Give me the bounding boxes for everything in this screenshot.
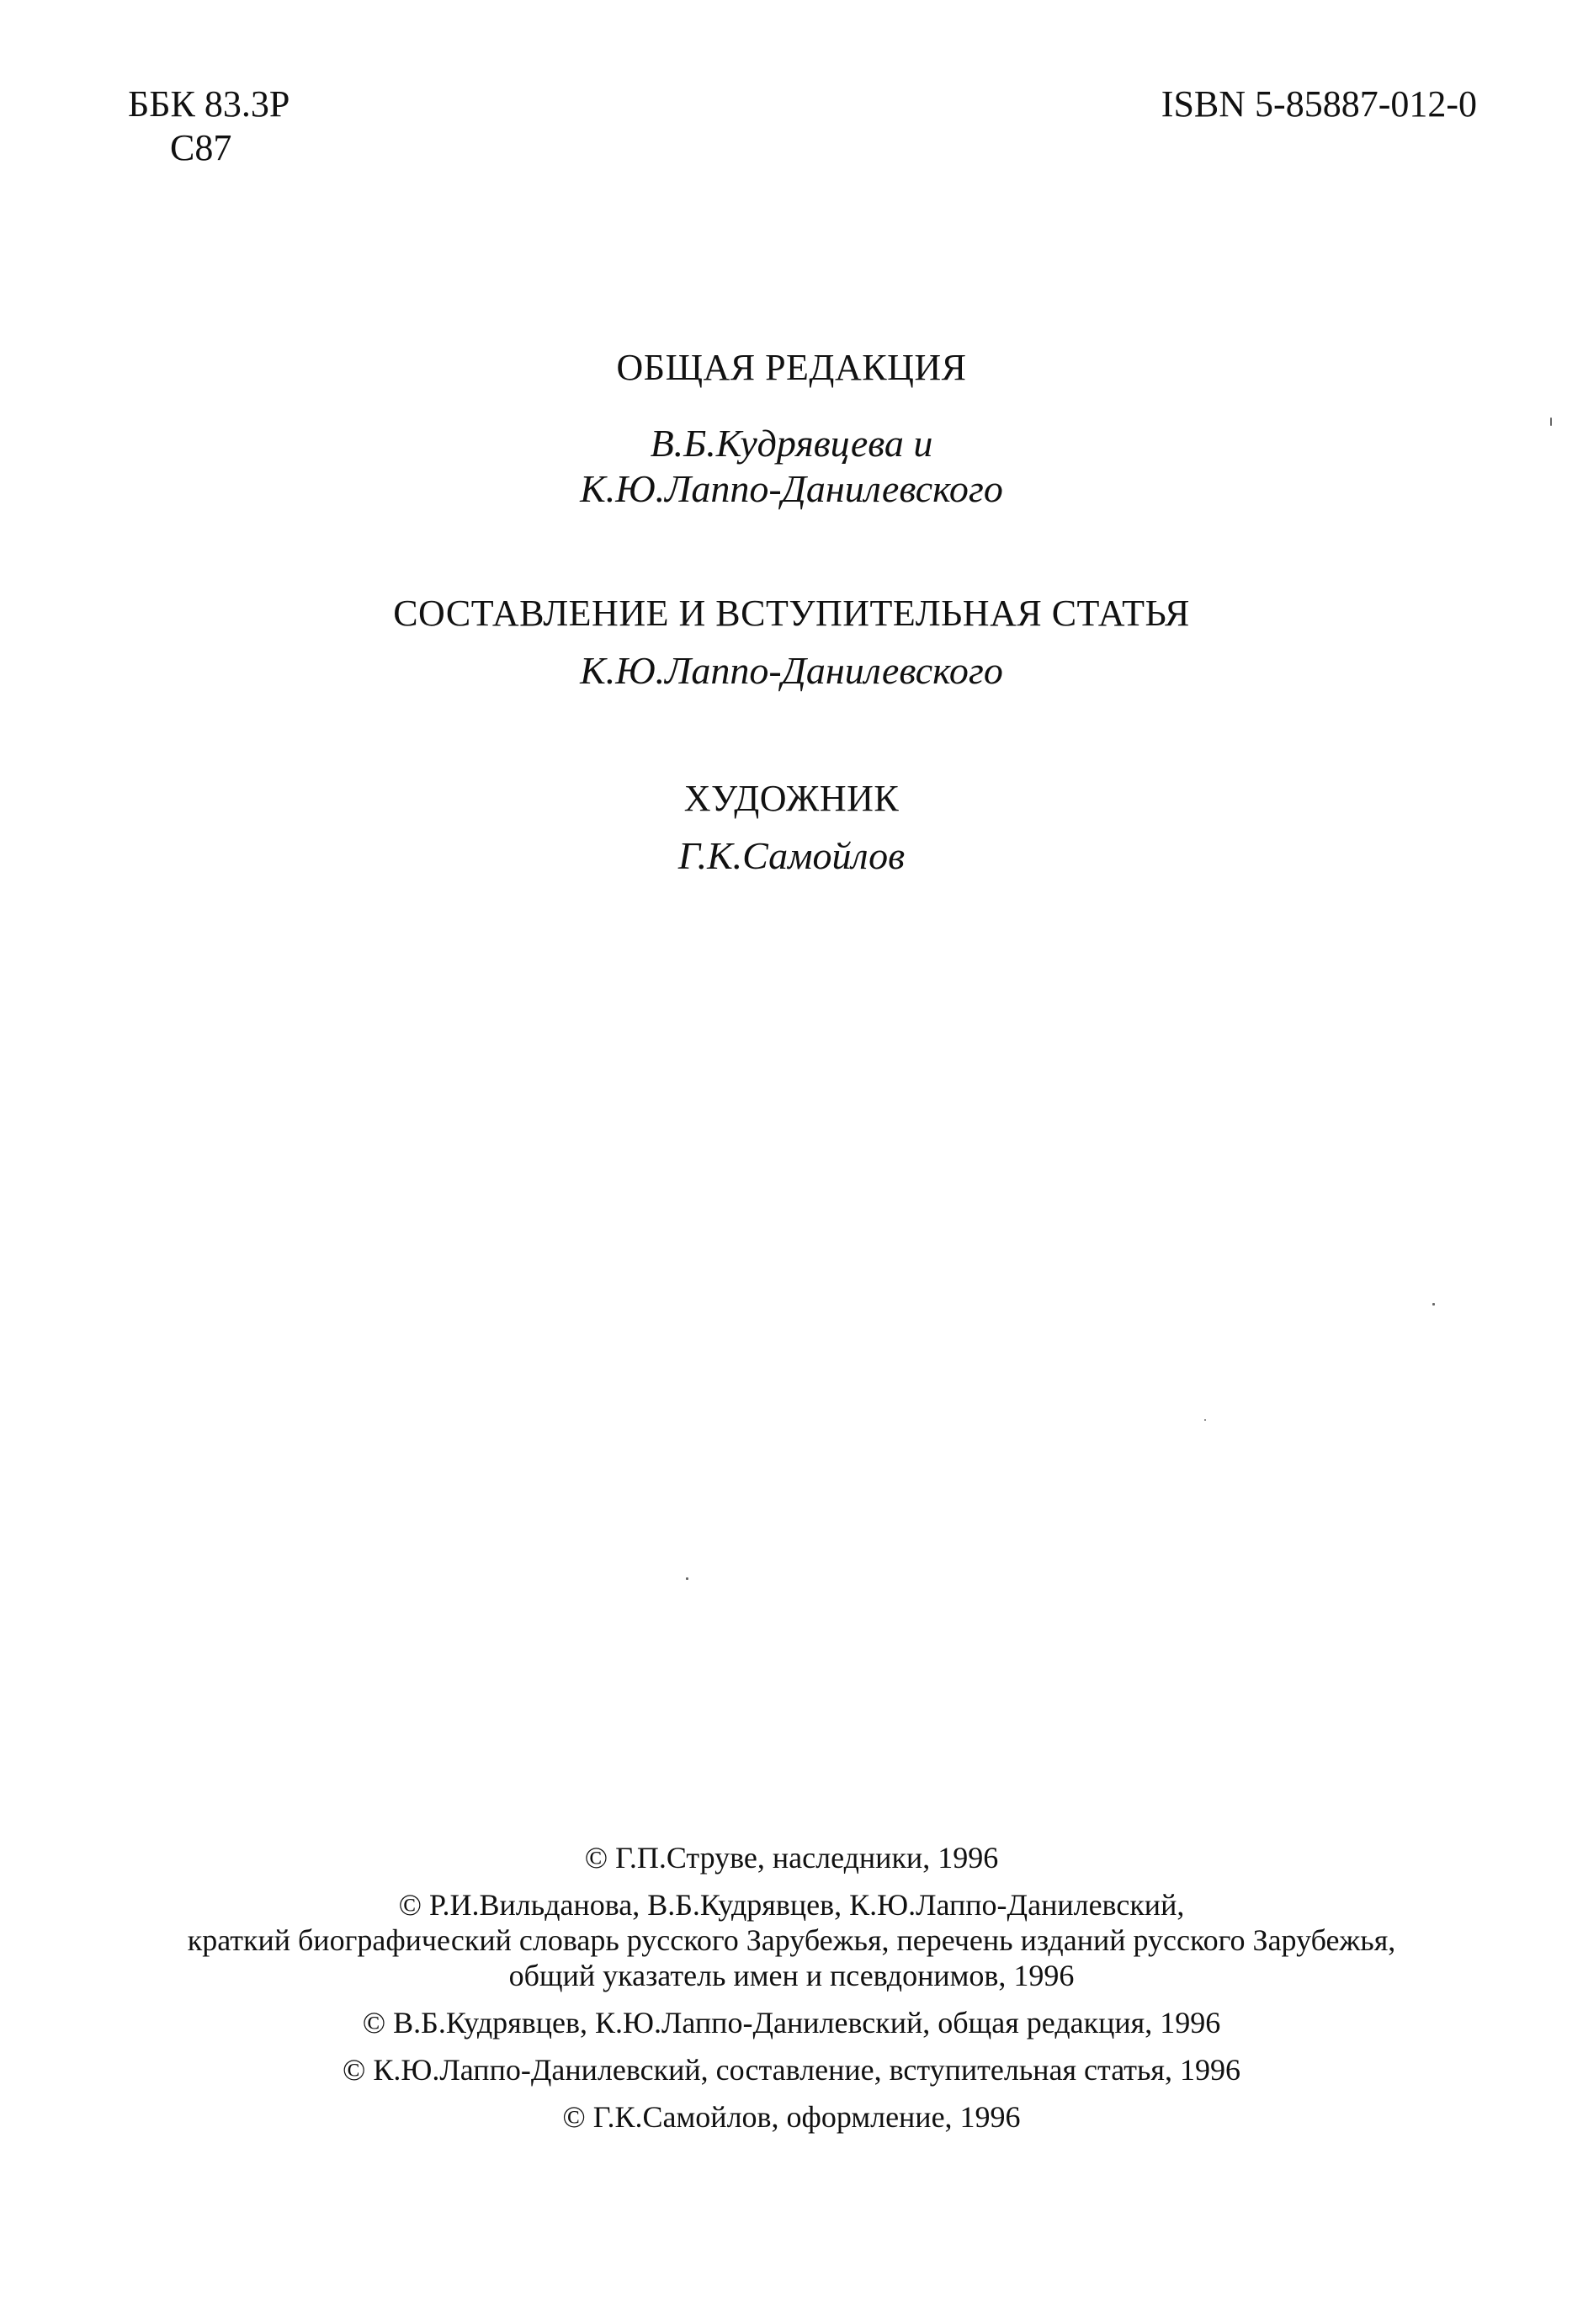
- section-title: СОСТАВЛЕНИЕ И ВСТУПИТЕЛЬНАЯ СТАТЬЯ: [393, 593, 1190, 634]
- scan-speck: [1550, 417, 1552, 426]
- copyright-notice: [0, 2005, 1583, 2040]
- copyright-notice: [0, 1840, 1583, 1875]
- copyright-line: © В.Б.Кудрявцев, К.Ю.Лаппо-Данилевский, общая редакция, 1996: [362, 2006, 1221, 2039]
- copyright-notice: [0, 2099, 1583, 2135]
- copyright-line: © К.Ю.Лаппо-Данилевский, составление, вступительная статья, 1996: [343, 2053, 1240, 2087]
- scan-speck: [1432, 1303, 1435, 1306]
- editor-name: К.Ю.Лаппо-Данилевского: [580, 467, 1003, 510]
- scan-speck: [686, 1577, 688, 1580]
- scan-speck: [1204, 1419, 1206, 1421]
- general-editing-section: [0, 345, 1583, 513]
- copyright-line: краткий биографический словарь русского Зарубежья, перечень изданий русского Зарубежья,: [187, 1923, 1396, 1957]
- copyright-notice: [0, 1887, 1583, 1993]
- copyright-notices: [0, 1840, 1583, 2146]
- bbk-classification: [128, 82, 290, 170]
- compiler-name: К.Ю.Лаппо-Данилевского: [580, 649, 1003, 692]
- copyright-line: © Г.К.Самойлов, оформление, 1996: [562, 2100, 1021, 2134]
- isbn: ISBN 5-85887-012-0: [1161, 83, 1477, 125]
- editor-name: В.Б.Кудрявцева и: [650, 422, 933, 465]
- copyright-line: © Р.И.Вильданова, В.Б.Кудрявцев, К.Ю.Лаппо-Данилевский,: [398, 1888, 1185, 1922]
- compilation-section: [0, 591, 1583, 695]
- artist-name: Г.К.Самойлов: [677, 834, 906, 877]
- artist-section: [0, 776, 1583, 880]
- section-title: ОБЩАЯ РЕДАКЦИЯ: [616, 347, 967, 388]
- copyright-line: общий указатель имен и псевдонимов, 1996: [508, 1959, 1075, 1992]
- copyright-notice: [0, 2052, 1583, 2087]
- bbk-code: ББК 83.3Р: [128, 83, 290, 125]
- section-title: ХУДОЖНИК: [683, 778, 900, 819]
- copyright-line: © Г.П.Струве, наследники, 1996: [584, 1841, 999, 1875]
- author-mark: С87: [170, 127, 232, 168]
